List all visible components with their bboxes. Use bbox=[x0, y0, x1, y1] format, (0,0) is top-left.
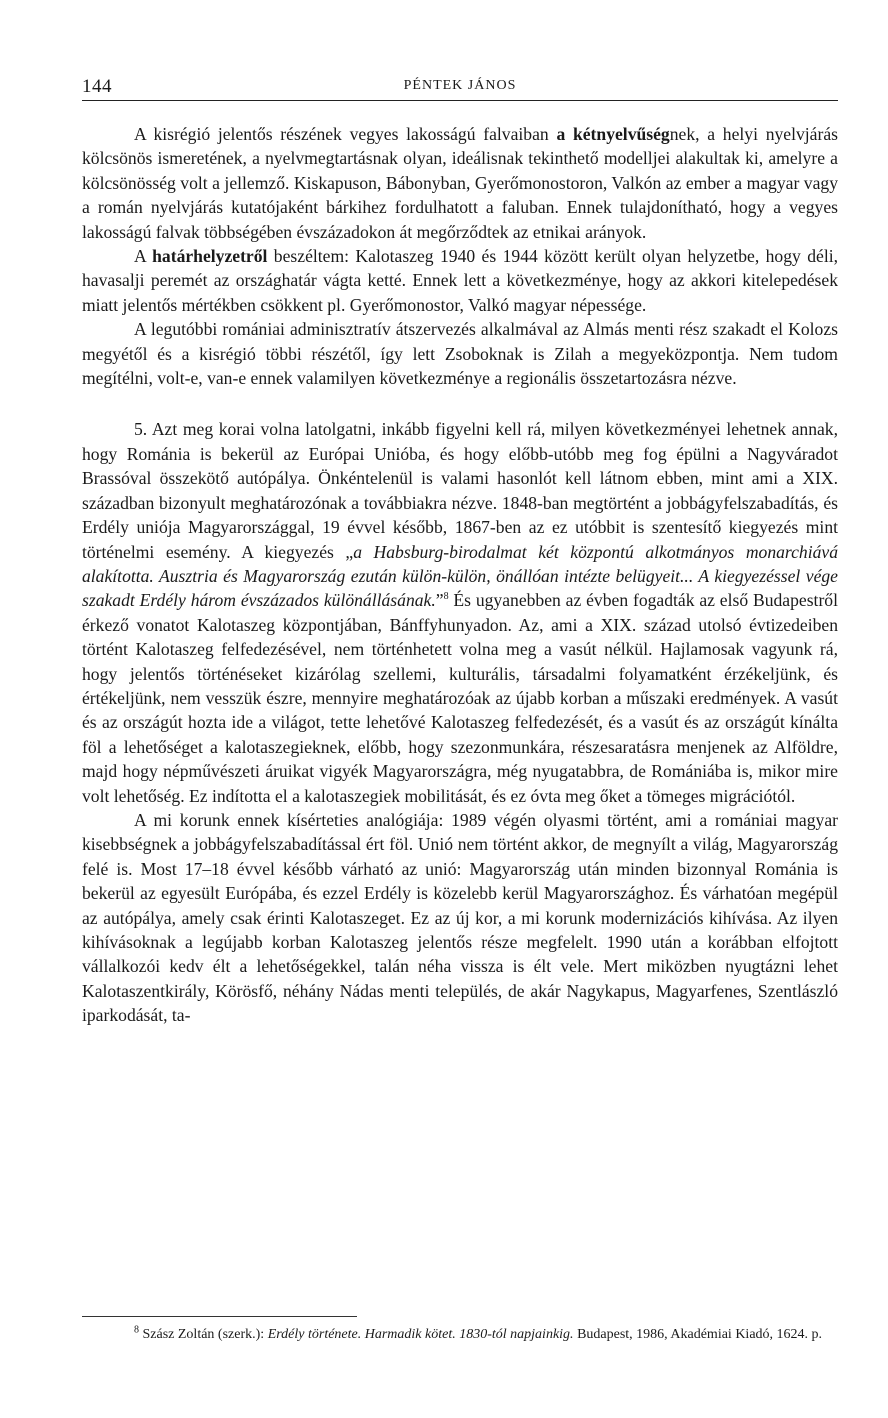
paragraph: A kisrégió jelentős részének vegyes lakosságú falvaiban a kétnyelvűségnek, a helyi nyelvjárás kölcsönös ismeretének, a nyelvmegtartásnak olyan, ideálisnak tekinthető modelljei alakultak ki, amelyre a kölcsönösség volt a jellemző. Kiskapuson, Bábonyban, Gyerőmonostoron, Valkón az ember a magyar vagy a román nyelvjárás kutatójaként bárkihez fordulhatott a faluban. Ennek tulajdonítható, hogy a vegyes lakosságú falvak többségében évszázadokon át megőrződtek az etnikai arányok. bbox=[82, 124, 838, 242]
quotation: a Habsburg-birodalmat két központú alkotmányos monarchiává alakította. Ausztria és Magyarország ezután külön-külön, önállóan intézte belügyeit... A kiegyezéssel vége szakadt Erdély három évszázados különállásának. bbox=[82, 541, 838, 611]
cited-title: Erdély története. Harmadik kötet. 1830-tól napjainkig. bbox=[267, 1327, 574, 1342]
paragraph: A legutóbbi romániai adminisztratív átszervezés alkalmával az Almás menti rész szakadt el Kolozs megyétől és a kisrégió többi részétől, így lett Zsoboknak is Zilah a megyeközpontja. Nem tudom megítélni, volt-e, van-e ennek valamilyen következménye a regionális összetartozásra nézve. bbox=[82, 319, 838, 389]
page-number: 144 bbox=[82, 76, 112, 97]
paragraph: A mi korunk ennek kísérteties analógiája: 1989 végén olyasmi történt, ami a romániai magyar kisebbségnek a jobbágyfelszabadítással ért föl. Unió nem történt akkor, de megnyílt a világ, Magyarország felé is. Most 17–18 évvel később várható az unió: Magyarország után minden bizonnyal Románia is bekerül az egyesült Európába, és ezzel Erdély is közelebb kerül Magyarországhoz. És várhatóan megépül az autópálya, amely csak érinti Kalotaszeget. Ez az új kor, a mi korunk modernizációs kihívása. Az ilyen kihívásoknak a legújabb korban Kalotaszeg jelentős része megfelelt. 1990 után a korábban elfojtott vállalkozói kedv élt a lehetőségekkel, talán néha vissza is élt vele. Mert miközben nyugtázni lehet Kalotaszentkirály, Körösfő, néhány Nádas menti település, de akár Nagykapus, Magyarfenes, Szentlászló iparkodását, ta- bbox=[82, 809, 838, 1026]
footnote: $^8$ Szász Zoltán (szerk.): Erdély története. Harmadik kötet. 1830-tól napjainkig. Budapest, 1986, Akadémiai Kiadó, 1624. p. bbox=[134, 1324, 823, 1342]
footnote-divider bbox=[82, 1316, 357, 1317]
page-header bbox=[82, 74, 838, 101]
body-text bbox=[82, 122, 838, 1028]
bold-term: határhelyzetről bbox=[152, 246, 268, 267]
footnote-ref: 8 bbox=[443, 591, 449, 603]
paragraph: 5. Azt meg korai volna latolgatni, inkább figyelni kell rá, milyen következményei lehetnek annak, hogy Románia is bekerül az Európai Unióba, és hogy előbb-utóbb meg fog épülni a Nagyváradot Brassóval összekötő autópálya. Önkéntelenül is valami hasonlót kell látnom ebben, mint ami a XIX. században bizonyult meghatározónak a továbbiakra nézve. 1848-ban megtörtént a jobbágyfelszabadítás, és Erdély uniója Magyarországgal, 19 évvel később, 1867-ben az ez utóbbit is szentesítő kiegyezés mint történelmi esemény. A kiegyezés „a Habsburg-birodalmat két központú alkotmányos monarchiává alakította. Ausztria és Magyarország ezután külön-külön, önállóan intézte belügyeit... A kiegyezéssel vége szakadt Erdély három évszázados különállásának.”$^8$ És ugyanebben az évben fogadták az első Budapestről érkező vonatot Kalotaszeg központjában, Bánffyhunyadon. Az, ami a XIX. század utolsó évtizedeiben történt Kalotaszeg felfedezésével, nem történhetett volna meg a vasút nélkül. Hajlamosak vagyunk rá, hogy jelentős történéseket kizárólag szellemi, kulturális, társadalmi folyamatként érzékeljünk, és értékeljünk, nem vesszük észre, mennyire meghatározóak az újabb korban a műszaki eredmények. A vasút és az országút hozta ide a világot, tette lehetővé Kalotaszeg felfedezését, és a vasút és az országút kínálta föl a lehetőséget a kalotaszegieknek, előbb, hogy szezonmunkára, részesaratásra menjenek az Alföldre, majd hogy népművészeti áruikat vigyék Magyarországra, még nyugatabbra, de Romániába is, mikor mire volt lehetőség. Ez indította el a kalotaszegiek mobilitását, és ez óvta meg őket a tömeges migrációtól. bbox=[82, 419, 838, 806]
paragraph: A határhelyzetről beszéltem: Kalotaszeg 1940 és 1944 között került olyan helyzetbe, hogy déli, havasalji peremét az országhatár vágta ketté. Ennek lett a következménye, hogy az akkori kitelepedések miatt jelentős mértékben csökkent pl. Gyerőmonostor, Valkó magyar népessége. bbox=[82, 246, 838, 315]
running-head: PÉNTEK JÁNOS bbox=[403, 78, 517, 93]
bold-term: a kétnyelvűség bbox=[556, 124, 670, 144]
footnote-number: 8 bbox=[134, 1324, 139, 1336]
